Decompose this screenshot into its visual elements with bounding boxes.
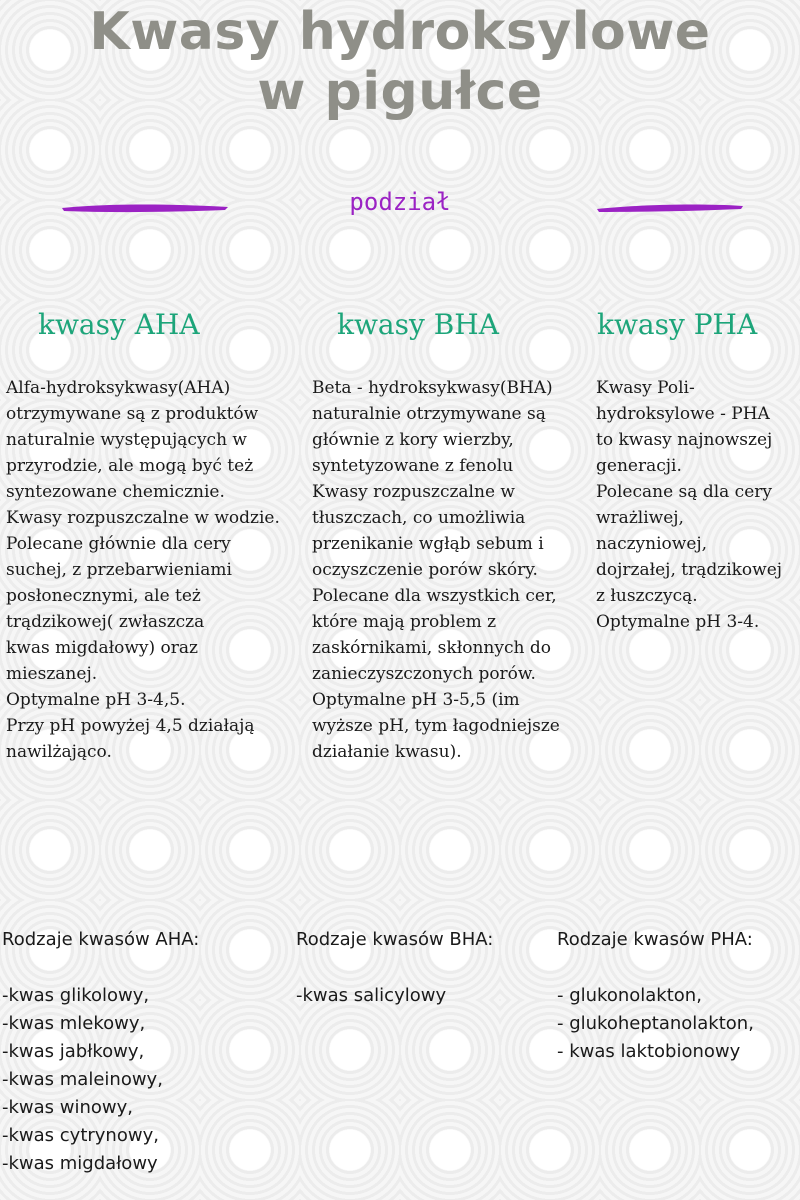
bha-description: Beta - hydroksykwasy(BHA) naturalnie otrzymywane są głównie z kory wierzby, syntetyzowane z fenolu Kwasy rozpuszczalne w tłuszczach, co umożliwia przenikanie wgłąb sebum i oczyszczenie porów skóry. Polecane dla wszystkich cer, które mają problem z zaskórnikami, skłonnych do zanieczyszczonych porów. Optymalne pH 3-5,5 (im wyższe pH, tym łagodniejsze działanie kwasu).	[312, 378, 560, 762]
aha-types-header: Rodzaje kwasów AHA:	[2, 929, 200, 950]
aha-column-header: kwasy AHA	[38, 308, 200, 341]
aha-types-items: -kwas glikolowy, -kwas mlekowy, -kwas jabłkowy, -kwas maleinowy, -kwas winowy, -kwas cytrynowy, -kwas migdałowy	[2, 985, 163, 1174]
bha-types-items: -kwas salicylowy	[296, 985, 447, 1006]
pha-column-header: kwasy PHA	[597, 308, 758, 341]
bha-types-header: Rodzaje kwasów BHA:	[296, 929, 494, 950]
pha-types-header: Rodzaje kwasów PHA:	[557, 929, 753, 950]
pha-types-list	[557, 898, 797, 1066]
aha-types-list	[2, 898, 282, 1178]
pha-description: Kwasy Poli- hydroksylowe - PHA to kwasy najnowszej generacji. Polecane są dla cery wrażliwej, naczyniowej, dojrzałej, trądzikowej z łuszczycą. Optymalne pH 3-4.	[596, 378, 783, 632]
page-title	[0, 2, 800, 122]
subtitle: podział	[349, 188, 451, 216]
brush-stroke-left-decoration	[60, 200, 230, 214]
title-line-1: Kwasy hydroksylowe	[89, 2, 711, 62]
title-line-2: w pigułce	[257, 62, 543, 122]
pha-types-items: - glukonolakton, - glukoheptanolakton, - kwas laktobionowy	[557, 985, 754, 1062]
bha-column-header: kwasy BHA	[337, 308, 499, 341]
bha-types-list	[296, 898, 546, 1010]
brush-stroke-right-decoration	[595, 200, 745, 214]
aha-description: Alfa-hydroksykwasy(AHA) otrzymywane są z produktów naturalnie występujących w przyrodzie, ale mogą być też syntezowane chemicznie. Kwasy rozpuszczalne w wodzie. Polecane głównie dla cery suchej, z przebarwieniami posłonecznymi, ale też trądzikowej( zwłaszcza kwas migdałowy) oraz mieszanej. Optymalne pH 3-4,5. Przy pH powyżej 4,5 działają nawilżająco.	[6, 378, 280, 762]
